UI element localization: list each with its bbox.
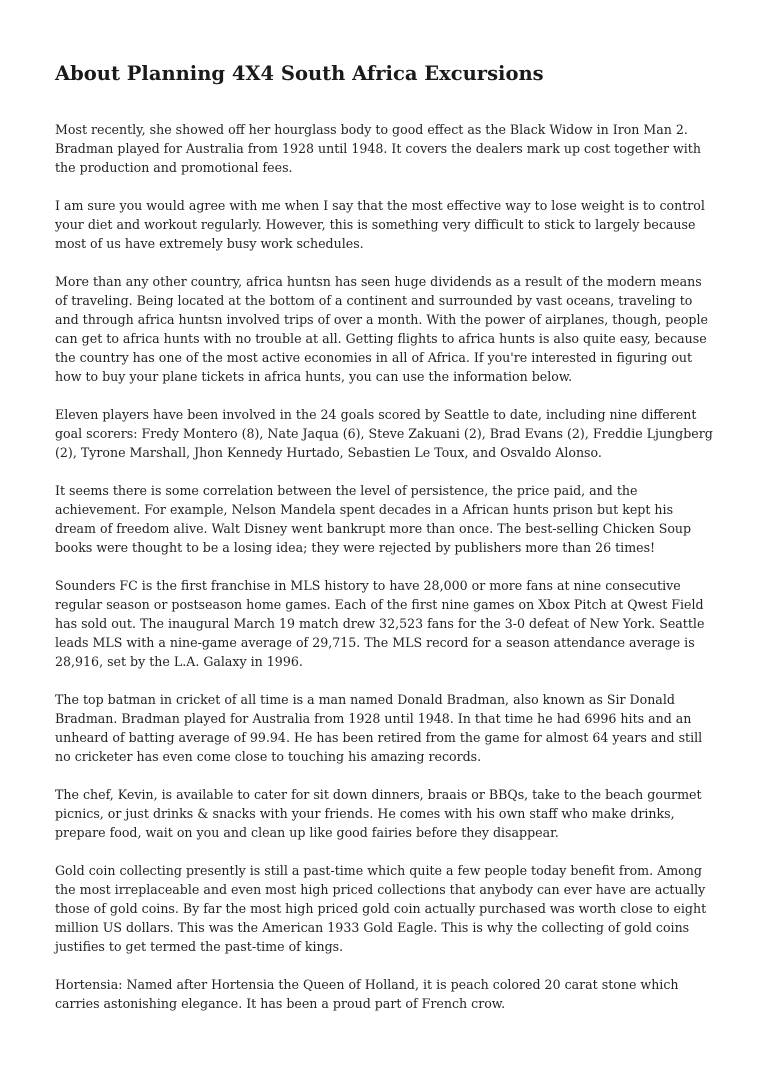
document-page (55, 0, 717, 1032)
paragraph-4: Eleven players have been involved in the 24 goals scored by Seattle to date, including nine different goal scorers: Fredy Montero (8), Nate Jaqua (6), Steve Zakuani (2), Brad Evans (2), Freddie Ljungberg (2), Tyrone Marshall, Jhon Kennedy Hurtado, Sebastien Le Toux, and Osvaldo Alonso. (55, 407, 713, 460)
paragraph-3: More than any other country, africa huntsn has seen huge dividends as a result of the modern means of traveling. Being located at the bottom of a continent and surrounded by vast oceans, traveling to and through africa huntsn involved trips of over a month. With the power of airplanes, though, people can get to africa hunts with no trouble at all. Getting flights to africa hunts is also quite easy, because the country has one of the most active economies in all of Africa. If you're interested in figuring out how to buy your plane tickets in africa hunts, you can use the information below. (55, 274, 708, 384)
paragraph-5: It seems there is some correlation between the level of persistence, the price paid, and the achievement. For example, Nelson Mandela spent decades in a African hunts prison but kept his dream of freedom alive. Walt Disney went bankrupt more than once. The best-selling Chicken Soup books were thought to be a losing idea; they were rejected by publishers more than 26 times! (55, 483, 692, 555)
page-title: About Planning 4X4 South Africa Excursions (55, 62, 544, 85)
paragraph-7: The top batman in cricket of all time is a man named Donald Bradman, also known as Sir Donald Bradman. Bradman played for Australia from 1928 until 1948. In that time he had 6996 hits and an unheard of batting average of 99.94. He has been retired from the game for almost 64 years and still no cricketer has even come close to touching his amazing records. (55, 692, 703, 764)
article-body (55, 120, 717, 1013)
paragraph-2: I am sure you would agree with me when I say that the most effective way to lose weight is to control your diet and workout regularly. However, this is something very difficult to stick to largely because most of us have extremely busy work schedules. (55, 198, 705, 251)
paragraph-10: Hortensia: Named after Hortensia the Queen of Holland, it is peach colored 20 carat stone which carries astonishing elegance. It has been a proud part of French crow. (55, 977, 679, 1011)
paragraph-1: Most recently, she showed off her hourglass body to good effect as the Black Widow in Iron Man 2. Bradman played for Australia from 1928 until 1948. It covers the dealers mark up cost together with the production and promotional fees. (55, 122, 701, 175)
paragraph-8: The chef, Kevin, is available to cater for sit down dinners, braais or BBQs, take to the beach gourmet picnics, or just drinks & snacks with your friends. He comes with his own staff who make drinks, prepare food, wait on you and clean up like good fairies before they disappear. (55, 787, 702, 840)
paragraph-6: Sounders FC is the first franchise in MLS history to have 28,000 or more fans at nine consecutive regular season or postseason home games. Each of the first nine games on Xbox Pitch at Qwest Field has sold out. The inaugural March 19 match drew 32,523 fans for the 3-0 defeat of New York. Seattle leads MLS with a nine-game average of 29,715. The MLS record for a season attendance average is 28,916, set by the L.A. Galaxy in 1996. (55, 578, 705, 669)
paragraph-9: Gold coin collecting presently is still a past-time which quite a few people today benefit from. Among the most irreplaceable and even most high priced collections that anybody can ever have are actually those of gold coins. By far the most high priced gold coin actually purchased was worth close to eight million US dollars. This was the American 1933 Gold Eagle. This is why the collecting of gold coins justifies to get termed the past-time of kings. (55, 863, 707, 954)
